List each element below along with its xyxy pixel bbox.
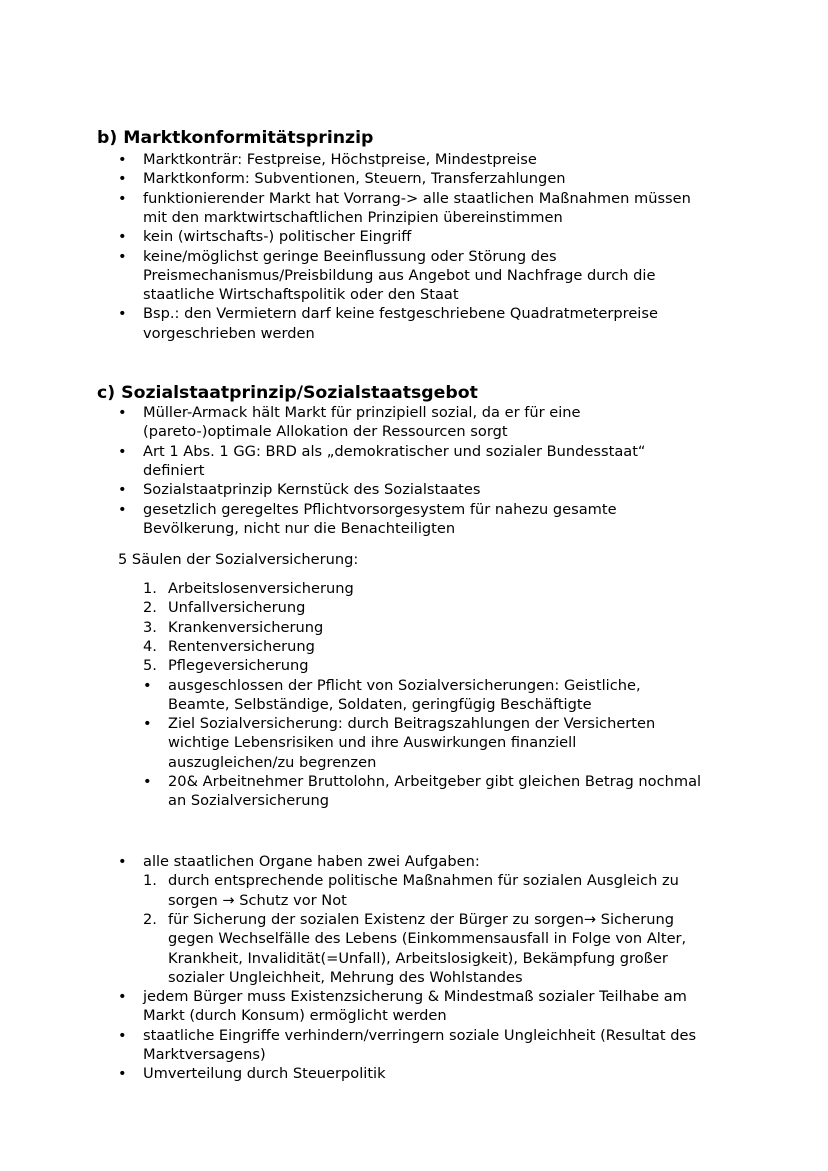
saeule-1-marker: 1.: [143, 580, 157, 597]
section-c-item-1-marker: •: [118, 404, 127, 421]
saeule-5-marker: 5.: [143, 657, 157, 675]
saeule-5-text: Pflegeversicherung: [168, 657, 309, 675]
section-b-item-2-text: Marktkonform: Subventionen, Steuern, Transferzahlungen: [143, 170, 566, 188]
section-b-item-6-marker: •: [118, 305, 127, 323]
section-c-item-4-text: Bevölkerung, nicht nur die Benachteiligten: [143, 519, 456, 537]
section-c-item-1-text: (pareto-)optimale Allokation der Ressourcen sorgt: [143, 423, 508, 441]
section-b-item-3-text: funktionierender Markt hat Vorrang-> alle staatlichen Maßnahmen müssen: [143, 189, 691, 207]
saeulen-bullet-3-marker: •: [143, 773, 152, 790]
section-b-item-3-marker: •: [118, 189, 127, 207]
organe-item-text: alle staatlichen Organe haben zwei Aufgaben:: [143, 853, 480, 870]
section-c-item-3-marker: •: [118, 481, 127, 499]
final-item-3-text: Umverteilung durch Steuerpolitik: [143, 1065, 386, 1083]
section-b-item-1-text: Marktkonträr: Festpreise, Höchstpreise, Mindestpreise: [143, 151, 537, 168]
section-b-item-3-text: mit den marktwirtschaftlichen Prinzipien übereinstimmen: [143, 208, 563, 226]
saeulen-bullet-2-text: wichtige Lebensrisiken und ihre Auswirkungen finanziell: [168, 734, 577, 752]
final-item-1-text: Markt (durch Konsum) ermöglicht werden: [143, 1007, 447, 1025]
saeulen-bullet-2-text: Ziel Sozialversicherung: durch Beitragszahlungen der Versicherten: [168, 715, 656, 733]
section-b-item-2-marker: •: [118, 170, 127, 188]
section-c-item-2-marker: •: [118, 442, 127, 460]
saeule-3-marker: 3.: [143, 618, 157, 636]
section-c-item-4-marker: •: [118, 500, 127, 518]
final-item-3-marker: •: [118, 1065, 127, 1083]
saeulen-bullet-3-text: 20& Arbeitnehmer Bruttolohn, Arbeitgeber gibt gleichen Betrag nochmal: [168, 773, 702, 790]
final-item-1-text: jedem Bürger muss Existenzsicherung & Mindestmaß sozialer Teilhabe am: [143, 988, 687, 1006]
section-c-item-3-text: Sozialstaatprinzip Kernstück des Sozialstaates: [143, 481, 481, 499]
saeule-3-text: Krankenversicherung: [168, 618, 324, 636]
saeule-2-text: Unfallversicherung: [168, 599, 306, 617]
saeulen-bullet-1-marker: •: [143, 676, 152, 694]
organe-item-marker: •: [118, 853, 127, 870]
final-item-1-marker: •: [118, 988, 127, 1006]
section-c-item-4-text: gesetzlich geregeltes Pflichtvorsorgesystem für nahezu gesamte: [143, 500, 617, 518]
organe-task-2-marker: 2.: [143, 910, 157, 928]
organe-task-1-text: durch entsprechende politische Maßnahmen für sozialen Ausgleich zu: [168, 872, 679, 890]
organe-task-1-text: sorgen → Schutz vor Not: [168, 891, 347, 909]
organe-task-1-marker: 1.: [143, 872, 157, 890]
section-b-item-1-marker: •: [118, 151, 127, 168]
section-b-item-5-marker: •: [118, 247, 127, 265]
organe-task-2-text: sozialer Ungleichheit, Mehrung des Wohlstandes: [168, 968, 523, 986]
section-b-item-4-text: kein (wirtschafts-) politischer Eingriff: [143, 228, 412, 246]
saeule-4-text: Rentenversicherung: [168, 637, 315, 655]
final-item-2-text: Marktversagens): [143, 1046, 266, 1063]
saeulen-bullet-2-text: auszugleichen/zu begrenzen: [168, 753, 377, 771]
section-c-item-2-text: Art 1 Abs. 1 GG: BRD als „demokratischer und sozialer Bundesstaat“: [143, 442, 646, 460]
section-b-item-5-text: Preismechanismus/Preisbildung aus Angebot und Nachfrage durch die: [143, 266, 656, 284]
saeulen-bullet-2-marker: •: [143, 715, 152, 733]
section-b-item-6-text: vorgeschrieben werden: [143, 324, 315, 342]
section-c-item-1-text: Müller-Armack hält Markt für prinzipiell sozial, da er für eine: [143, 404, 581, 421]
organe-task-2-text: für Sicherung der sozialen Existenz der Bürger zu sorgen→ Sicherung: [168, 910, 675, 928]
saeulen-intro: 5 Säulen der Sozialversicherung:: [118, 551, 359, 568]
heading-section-c: c) Sozialstaatprinzip/Sozialstaatsgebot: [97, 383, 478, 403]
saeule-2-marker: 2.: [143, 599, 157, 617]
saeulen-bullet-1-text: Beamte, Selbständige, Soldaten, geringfügig Beschäftigte: [168, 695, 592, 713]
section-c-item-2-text: definiert: [143, 461, 205, 479]
saeulen-bullet-1-text: ausgeschlossen der Pflicht von Sozialversicherungen: Geistliche,: [168, 676, 641, 694]
saeule-4-marker: 4.: [143, 637, 157, 655]
heading-section-b: b) Marktkonformitätsprinzip: [97, 128, 374, 148]
saeule-1-text: Arbeitslosenversicherung: [168, 580, 354, 597]
organe-task-2-text: gegen Wechselfälle des Lebens (Einkommensausfall in Folge von Alter,: [168, 930, 687, 948]
section-b-item-5-text: staatliche Wirtschaftspolitik oder den Staat: [143, 286, 459, 304]
section-b-item-4-marker: •: [118, 228, 127, 246]
saeulen-bullet-3-text: an Sozialversicherung: [168, 792, 330, 810]
section-b-item-5-text: keine/möglichst geringe Beeinflussung oder Störung des: [143, 247, 557, 265]
final-item-2-text: staatliche Eingriffe verhindern/verringern soziale Ungleichheit (Resultat des: [143, 1026, 697, 1044]
section-b-item-6-text: Bsp.: den Vermietern darf keine festgeschriebene Quadratmeterpreise: [143, 305, 658, 323]
organe-task-2-text: Krankheit, Invalidität(=Unfall), Arbeitslosigkeit), Bekämpfung großer: [168, 949, 668, 967]
final-item-2-marker: •: [118, 1026, 127, 1044]
